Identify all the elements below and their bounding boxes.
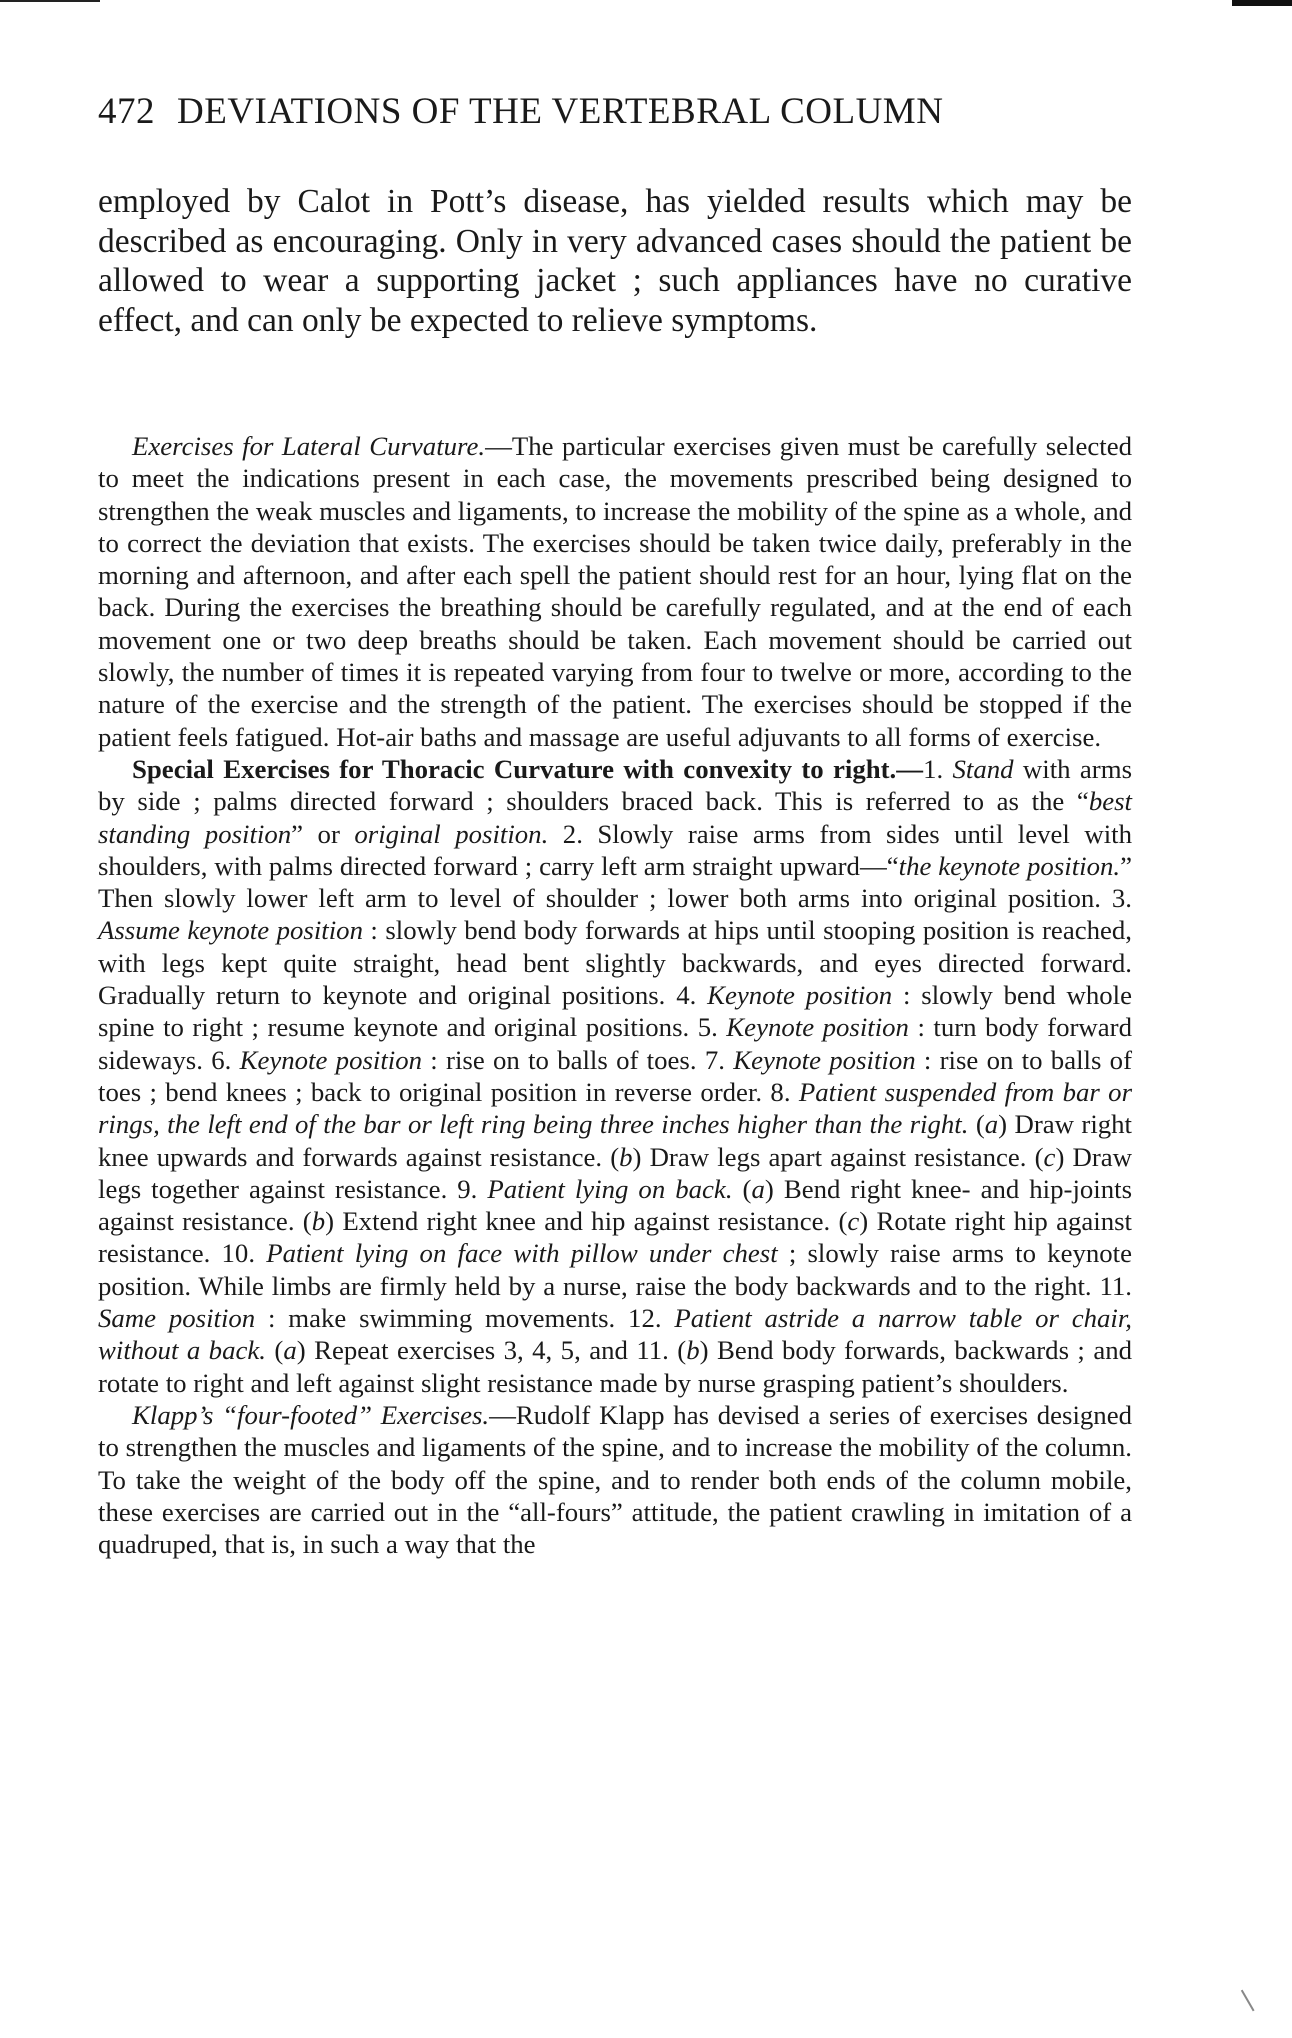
section-heading: Klapp’s “four-footed” Exercises.: [132, 1399, 490, 1430]
page-number: 472: [98, 91, 155, 132]
body-text: [98, 430, 1132, 1560]
scan-artifact: [1241, 1985, 1263, 2012]
section-heading: Special Exercises for Thoracic Curvature with convexity to right.—: [132, 753, 924, 784]
running-title: DEVIATIONS OF THE VERTEBRAL COLUMN: [177, 91, 944, 132]
scan-edge-mark: [1232, 0, 1292, 6]
section-heading: Exercises for Lateral Curvature.: [132, 431, 486, 461]
running-head: [98, 90, 1132, 133]
scan-edge-mark: [0, 0, 100, 2]
klapp-exercises-paragraph: Klapp’s “four-footed” Exercises.—Rudolf Klapp has devised a series of exercises designed to strengthen the muscles and ligaments of the spine, and to increase the mobility of the column. To take the weight of the body off the spine, and to render both ends of the column mobile, these exercises are carried out in the “all-fours” attitude, the patient crawling in imitation of a quadruped, that is, in such a way that the: [98, 1399, 1132, 1560]
intro-paragraph: employed by Calot in Pott’s disease, has yielded results which may be described as encouraging. Only in very advanced cases should the patient be allowed to wear a supporting jacket ; such appliances have no curative effect, and can only be expected to relieve symptoms.: [98, 183, 1132, 339]
special-exercises-paragraph: Special Exercises for Thoracic Curvature with convexity to right.—1. Stand with arms by side ; palms directed forward ; shoulders braced back. This is referred to as the “best standing position” or original position. 2. Slowly raise arms from sides until level with shoulders, with palms directed forward ; carry left arm straight upward—“the keynote position.” Then slowly lower left arm to level of shoulder ; lower both arms into original position. 3. Assume keynote position : slowly bend body forwards at hips until stooping position is reached, with legs kept quite straight, head bent slightly backwards, and eyes directed forward. Gradually return to keynote and original positions. 4. Keynote position : slowly bend whole spine to right ; resume keynote and original positions. 5. Keynote position : turn body forward sideways. 6. Keynote position : rise on to balls of toes. 7. Keynote position : rise on to balls of toes ; bend knees ; back to original position in reverse order. 8. Patient suspended from bar or rings, the left end of the bar or left ring being three inches higher than the right. (a) Draw right knee upwards and forwards against resistance. (b) Draw legs apart against resistance. (c) Draw legs together against resistance. 9. Patient lying on back. (a) Bend right knee- and hip-joints against resistance. (b) Extend right knee and hip against resistance. (c) Rotate right hip against resistance. 10. Patient lying on face with pillow under chest ; slowly raise arms to keynote position. While limbs are firmly held by a nurse, raise the body backwards and to the right. 11. Same position : make swimming movements. 12. Patient astride a narrow table or chair, without a back. (a) Repeat exercises 3, 4, 5, and 11. (b) Bend body forwards, backwards ; and rotate to right and left against slight resistance made by nurse grasping patient’s shoulders.: [98, 753, 1133, 1398]
lateral-curvature-paragraph: Exercises for Lateral Curvature.—The particular exercises given must be carefully selected to meet the indications present in each case, the movements prescribed being designed to strengthen the weak muscles and ligaments, to increase the mobility of the spine as a whole, and to correct the deviation that exists. The exercises should be taken twice daily, preferably in the morning and afternoon, and after each spell the patient should rest for an hour, lying flat on the back. During the exercises the breathing should be carefully regulated, and at the end of each movement one or two deep breaths should be taken. Each movement should be carried out slowly, the number of times it is repeated varying from four to twelve or more, according to the nature of the exercise and the strength of the patient. The exercises should be stopped if the patient feels fatigued. Hot-air baths and massage are useful adjuvants to all forms of exercise.: [98, 431, 1132, 752]
